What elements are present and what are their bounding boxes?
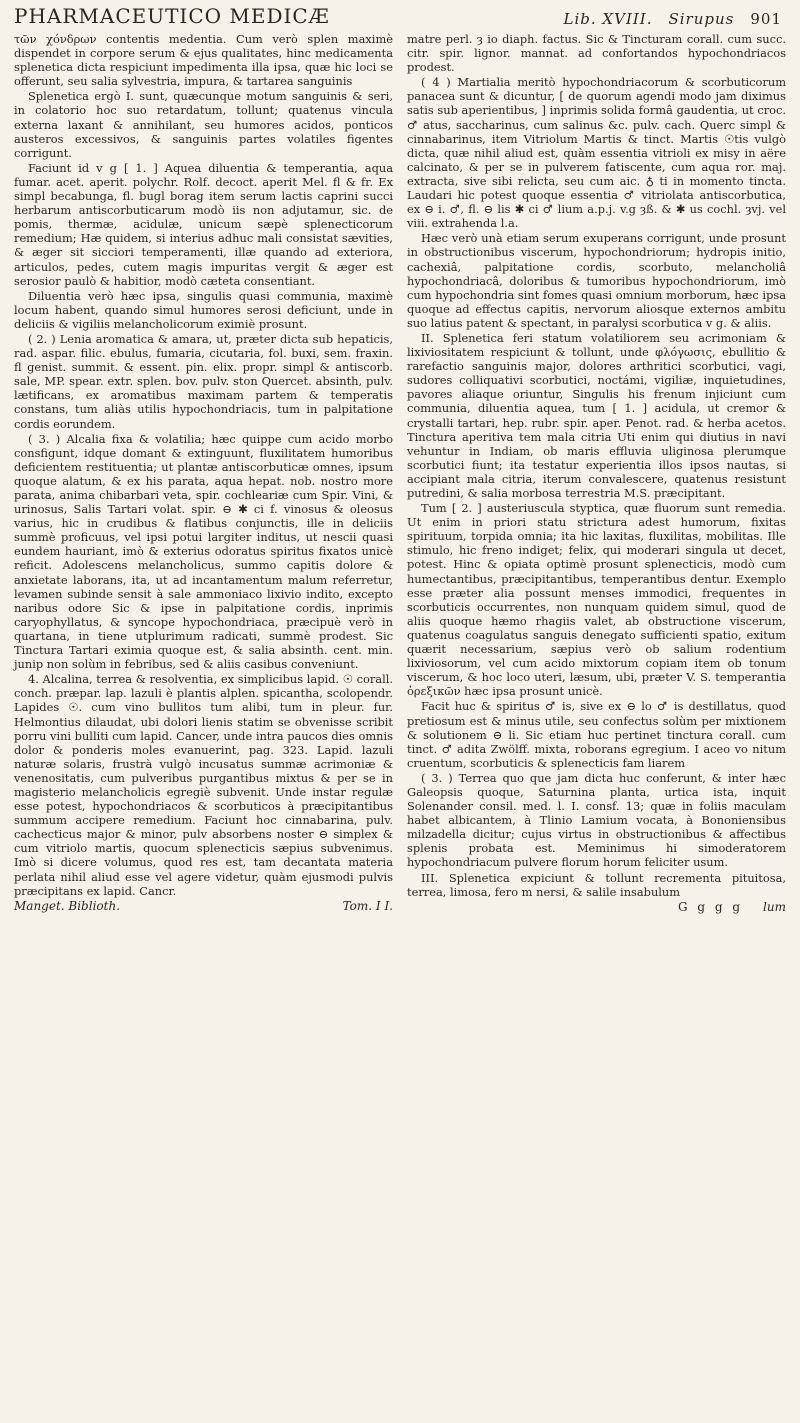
- paragraph: ( 3. ) Alcalia fixa & volatilia; hæc quippe cum acido morbo consfigunt, idque domant & extinguunt, fluxilitatem humoribus deficientem restituentia; ut plantæ antiscorbuticæ omnes, ipsum quoque alatum, & ex his parata, aqua hepat. nob. nostro more parata, anima chibarbari veta, spir. cochleariæ cum Spir. Vini, & urinosus, Salis Tartari volat. spir. ⊖ ✱ ci f. vinosus & oleosus varius, hic in crudibus & flatibus conjunctis, ille in deliciis summè proficuus, vel ipsi potui largiter inditus, ut nescii quasi eundem hauriant, imò & exterius odoratus spiritus fixatos unicè reficit. Adolescens melancholicus, summo capitis dolore & anxietate laborans, ita, ut ad incantamentum malum referretur, levamen subinde sensit à sale ammoniaco lixivio indito, excepto naribus odore Sic & ipse in palpitatione cordis, inprimis caryophyllatus, & syncope hypochondriaca, præcipuè verò in quartana, in tiene utplurimum radicati, summè prodest. Sic Tinctura Tartari eximia quoque est, & salia absinth. cent. min. junip non solùm in febribus, sed & aliis casibus conveniunt.: [14, 431, 393, 672]
- left-footer: [14, 899, 393, 913]
- book-number: Lib. XVIII.: [563, 10, 653, 28]
- right-footer: [407, 900, 786, 914]
- section-title: Sirupus: [668, 10, 735, 28]
- paragraph: Splenetica ergò I. sunt, quæcunque motum sanguinis & seri, in colatorio hoc suo retardatum, tollunt; quatenus vincula externa laxant & annihilant, seu humores acidos, ponticos austeros excessivos, & sanguinis partes volatiles figentes corrigunt.: [14, 89, 393, 160]
- footer-bibliography: Manget. Biblioth.: [14, 898, 121, 913]
- page-number: 901: [750, 10, 782, 28]
- right-column: [407, 32, 786, 914]
- paragraph: ( 4 ) Martialia meritò hypochondriacorum & scorbuticorum panacea sunt & dicuntur, [ de quorum agendi modo jam diximus satis sub aperientibus, ] inprimis solida formâ gaudentia, ut croc. ♂ atus, saccharinus, cum salinus &c. pulv. cach. Querc simpl & cinnabarinus, item Vitriolum Martis & tinct. Martis ☉tis vulgò dicta, quæ nihil aliud est, quàm essentia vitrioli ex misy in aëre calcinato, & per se in pulverem fatiscente, cum aqua ror. maj. extracta, sive sibi relicta, seu cum aic. ♁ ti in momento tincta. Laudari hic potest quoque essentia ♂ vitriolata antiscorbutica, ex ⊖ i. ♂, fl. ⊖ lis ✱ ci ♂ lium a.p.j. v.g ȝß. & ✱ us cochl. ȝvj. vel viii. extrahenda l.a.: [407, 75, 786, 231]
- paragraph: II. Splenetica feri statum volatiliorem seu acrimoniam & lixiviositatem respiciunt & tollunt, unde φλόγωσις, ebullitio & rarefactio sanguinis major, dolores arthritici scorbutici, vagi, sudores colliquativi scorbutici, noctámi, vigiliæ, inquietudines, pavores aliaque oriuntur, Singulis his frenum injiciunt cum communia, diluentia aquea, tum [ 1. ] acidula, ut cremor & crystalli tartari, hep. rubr. spir. aper. Penot. rad. & herba acetos. Tinctura aperitiva tem mala citria Uti enim qui diutius in navi vehuntur in Indiam, ob maris effluvia uliginosa plerumque scorbutici fiunt; ita testatur experientia illos ipsos nautas, si accipiant mala citria, iterum convalescere, quatenus resistunt putredini, & salia morbosa terrestria M.S. præcipitant.: [407, 330, 786, 500]
- footer-volume: Tom. I I.: [342, 898, 393, 913]
- running-head: [14, 2, 786, 28]
- paragraph: 4. Alcalina, terrea & resolventia, ex simplicibus lapid. ☉ corall. conch. præpar. lap. lazuli è plantis alplen. spicantha, scolopendr. Lapides ☉. cum vino bullitos tum alibi, tum in pleur. fur. Helmontius dilaudat, ubi dolori lienis statim se obvenisse scribit porru vini bulliti cum lapid. Cancer, unde intra paucos dies omnis dolor & ponderis moles evanuerint, pag. 323. Lapid. lazuli naturæ solaris, frustrà vulgò incusatus summæ acrimoniæ & venenositatis, cum pulveribus purgantibus mixtus & per se in magisterio melancholicis egregiè subvenit. Unde instar regulæ esse potest, hypochondriacos & scorbuticos à præcipitantibus summum accipere remedium. Faciunt hoc cinnabarina, pulv. cachecticus major & minor, pulv absorbens noster ⊖ simplex & cum vitriolo martis, quocum splenecticis sæpius subvenimus. Imò si dicere volumus, quod res est, tam decantata materia perlata nihil aliud esse vel agere videtur, quàm ejusmodi pulvis præcipitans ex lapid. Cancr.: [14, 672, 393, 898]
- paragraph: τῶν χόνδρων contentis medentia. Cum verò splen maximè dispendet in corpore serum & ejus qualitates, hinc medicamenta splenetica dicta respiciunt impedimenta illa ipsa, quæ hic loci se offerunt, seu salia sylvestria, impura, & tartarea sanguinis: [14, 32, 393, 89]
- paragraph: ( 2. ) Lenia aromatica & amara, ut, præter dicta sub hepaticis, rad. aspar. filic. ebulus, fumaria, cicutaria, fol. buxi, sem. fraxin. fl genist. summit. & essent. pin. elix. propr. simpl & antiscorb. sale, MP. spear. extr. splen. bov. pulv. ston Quercet. absinth, pulv. lætificans, ex aromatibus maximam partem & temperatis constans, tum aliàs utilis hypochondriacis, tum in palpitatione cordis eorundem.: [14, 331, 393, 431]
- paragraph: matre perl. ȝ io diaph. factus. Sic & Tincturam corall. cum succ. citr. spir. lignor. mannat. ad confortandos hypochondriacos prodest.: [407, 32, 786, 75]
- paragraph: III. Splenetica expiciunt & tollunt recrementa pituitosa, terrea, limosa, fero m nersi, & salile insabulum: [407, 870, 786, 899]
- running-title: PHARMACEUTICO MEDICÆ: [14, 4, 330, 28]
- paragraph: Tum [ 2. ] austeriuscula styptica, quæ fluorum sunt remedia. Ut enim in priori statu strictura adest humorum, fixitas spirituum, torpida omnia; ita hic laxitas, fluxilitas, mobilitas. Ille stimulo, hic freno indiget; felix, qui moderari singula ut decet, potest. Hinc & opiata optimè prosunt splenecticis, modò cum humectantibus, præcipitantibus, temperantibus dentur. Exemplo esse præter alia possunt menses immodici, frequentes in scorbuticis occurrentes, non nunquam quidem simul, quod de aliis quoque hæmo rhagiis valet, ab obstructione viscerum, quatenus coagulatus sanguis denegato sufficienti spatio, exitum quærit necessarium, sæpius verò ob salium rodentium lixiviosorum, vel cum acido mixtorum copiam item ob tonum viscerum, & hoc loco uteri, læsum, ubi, præter V. S. temperantia ὀρεξικῶν hæc ipsa prosunt unicè.: [407, 501, 786, 699]
- catchword: lum: [763, 899, 786, 914]
- left-column: [14, 32, 393, 914]
- signature-mark: G g g g: [677, 899, 744, 914]
- running-head-right: [564, 10, 782, 28]
- text-columns: [14, 32, 786, 914]
- paragraph: Diluentia verò hæc ipsa, singulis quasi communia, maximè locum habent, quando simul humores serosi deficiunt, unde in deliciis & vigiliis melancholicorum eximiè prosunt.: [14, 288, 393, 331]
- paragraph: Hæc verò unà etiam serum exuperans corrigunt, unde prosunt in obstructionibus viscerum, hypochondriorum; hydropis initio, cachexiâ, palpitatione cordis, scorbuto, melancholiâ hypochondriacâ, doloribus & tumoribus hypochondriorum, imò cum hypochondria sint fomes quasi omnium morborum, hæc ipsa quoque ad effectus capitis, nervorum aliosque externos ambitu suo latius patent & spectant, in paralysi scorbutica v g. & aliis.: [407, 231, 786, 330]
- paragraph: ( 3. ) Terrea quo que jam dicta huc conferunt, & inter hæc Galeopsis quoque, Saturnina planta, urtica ista, inquit Solenander consil. med. l. I. consf. 13; quæ in foliis maculam habet albicantem, à Tlinio Lamium vocata, à Bononiensibus milzadella dicitur; cujus virtus in obstructionibus & affectibus splenis probata est. Meminimus hi simoderatorem hypochondriacum pulvere florum horum feliciter usum.: [407, 770, 786, 870]
- paragraph: Facit huc & spiritus ♂ is, sive ex ⊖ lo ♂ is destillatus, quod pretiosum est & minus utile, seu confectus solùm per mixtionem & solutionem ⊖ li. Sic etiam huc pertinet tinctura corall. cum tinct. ♂ adita Zwölff. mixta, roborans egregium. I aceo vo nitum cruentum, scorbuticis & splenecticis fam liarem: [407, 699, 786, 770]
- paragraph: Faciunt id v g [ 1. ] Aquea diluentia & temperantia, aqua fumar. acet. aperit. polychr. Rolf. decoct. aperit Mel. fl & fr. Ex simpl becabunga, fl. bugl borag item serum lactis caprini succi herbarum antiscorbuticarum modò iis non adjutamur, sic. de pomis, thermæ, acidulæ, unicum sæpè splenecticorum remedium; Hæ quidem, si interius adhuc mali consistat sævities, & æger sit sicciori temperamenti, illæ quando ad exteriora, articulos, pedes, cutem magis impuritas vergit & æger est serosior paulò & habitior, modò cæteta consentiant.: [14, 160, 393, 288]
